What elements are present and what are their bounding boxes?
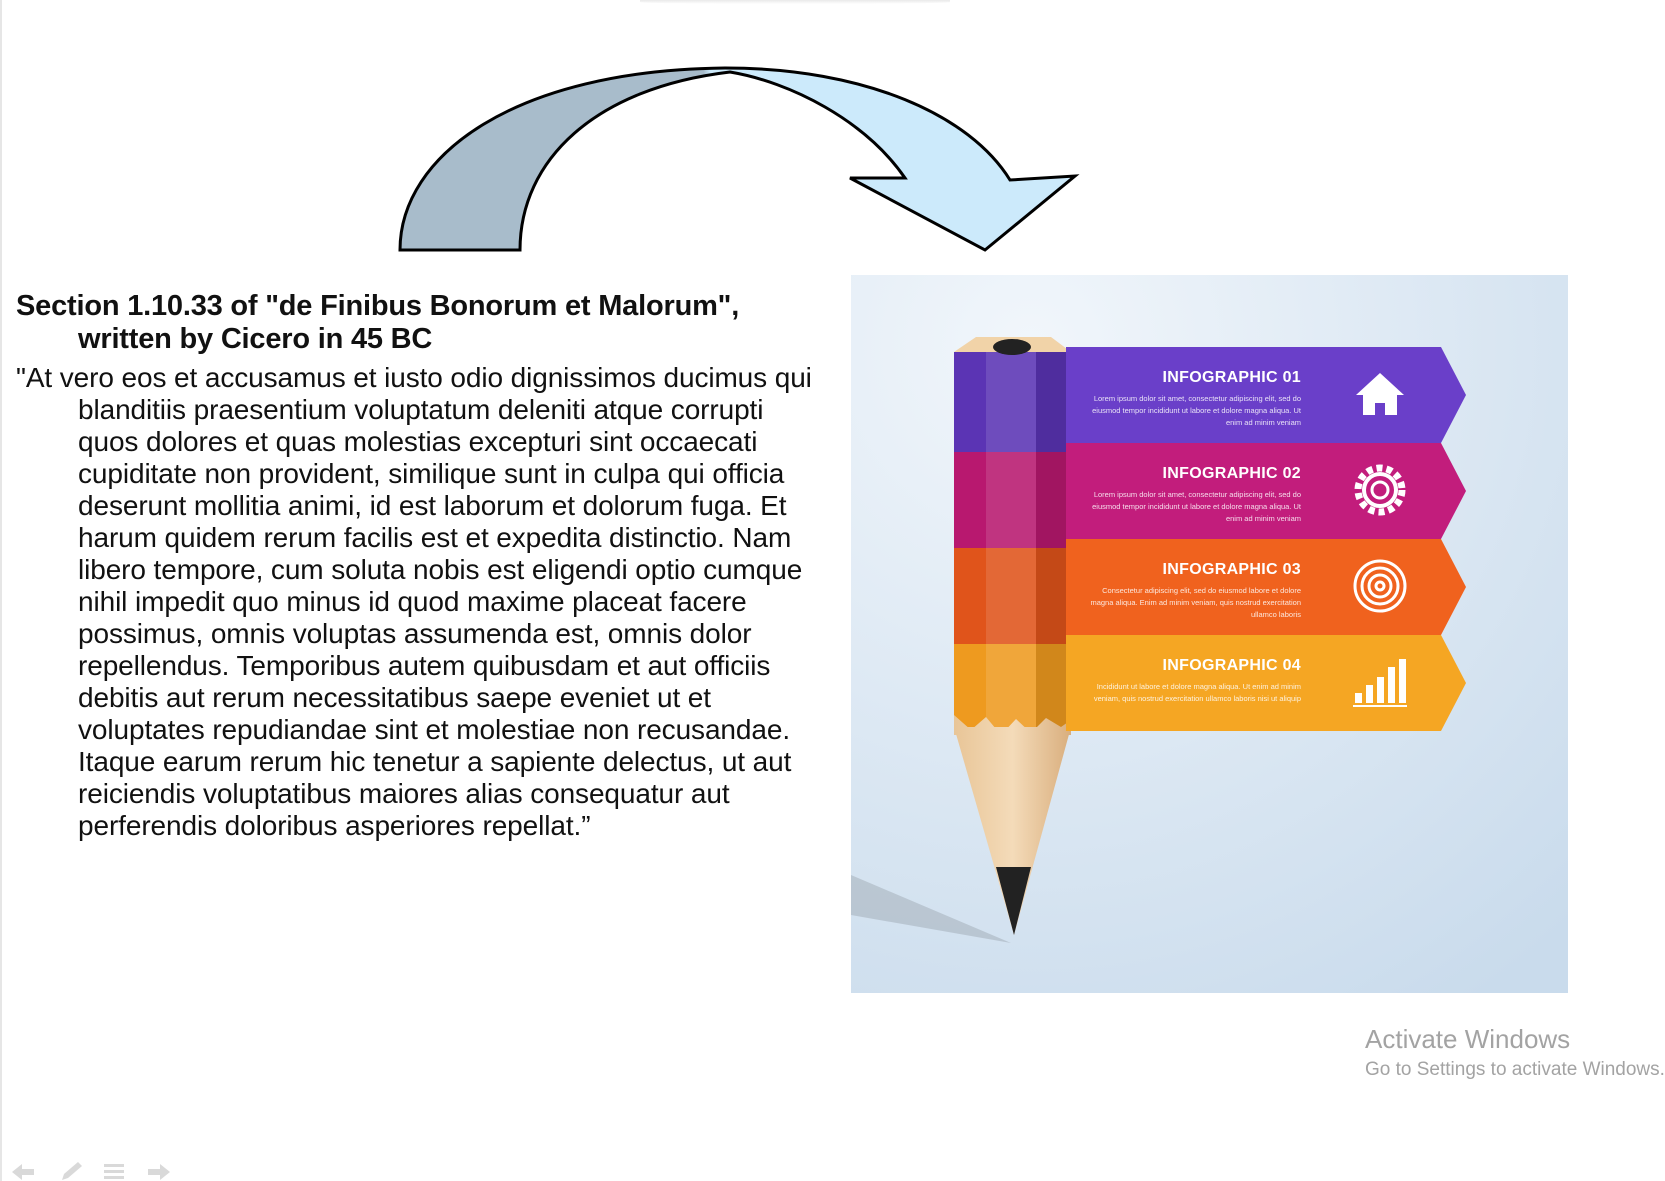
infographic-item-desc: Consectetur adipiscing elit, sed do eiusmod labore et dolore magna aliqua. Enim ad minim veniam, quis nostrud exercitation ullamco laboris: [1090, 586, 1301, 619]
slide-menu-icon[interactable]: [104, 1164, 124, 1179]
infographic-item-title: INFOGRAPHIC 03: [1162, 561, 1301, 578]
bar-chart-icon: [1351, 653, 1409, 711]
target-icon: [1351, 557, 1409, 615]
infographic-item-03: [1071, 539, 1451, 635]
watermark-title: Activate Windows: [1365, 1024, 1571, 1054]
home-icon: [1351, 365, 1409, 423]
infographic-item-title: INFOGRAPHIC 02: [1162, 465, 1301, 482]
quote-paragraph: "At vero eos et accusamus et iusto odio dignissimos ducimus qui blanditiis praesentium voluptatum deleniti atque corrupti quos dolores et quas molestias excepturi sint occaecati cupiditate non provident, similique sunt in culpa qui officia deserunt mollitia animi, id est laborum et dolorum fuga. Et harum quidem rerum facilis est et expedita distinctio. Nam libero tempore, cum soluta nobis est eligendi optio cumque nihil impedit quo minus id quod maxime placeat facere possimus, omnis voluptas assumenda est, omnis dolor repellendus. Temporibus autem quibusdam et aut officiis debitis aut rerum necessitatibus saepe eveniet ut et voluptates repudiandae sint et molestiae non recusandae. Itaque earum rerum hic tenetur a sapiente delectus, ut aut reiciendis voluptatibus maiores alias consequatur aut perferendis doloribus asperiores repellat.”: [16, 362, 812, 841]
gear-icon: [1351, 461, 1409, 519]
slideshow-controls: [8, 1160, 178, 1181]
infographic-item-desc: Lorem ipsum dolor sit amet, consectetur adipiscing elit, sed do eiusmod tempor incididunt ut labore et dolore magna aliqua. Ut enim ad minim veniam: [1092, 394, 1301, 427]
infographic-item-desc: Lorem ipsum dolor sit amet, consectetur adipiscing elit, sed do eiusmod tempor incididunt ut labore et dolore magna aliqua. Ut enim ad minim veniam: [1092, 490, 1301, 523]
section-heading: Section 1.10.33 of "de Finibus Bonorum et Malorum", written by Cicero in 45 BC: [16, 290, 740, 355]
watermark-subtitle: Go to Settings to activate Windows.: [1365, 1059, 1665, 1080]
infographic-item-02: [1071, 443, 1451, 539]
infographic-item-title: INFOGRAPHIC 01: [1162, 369, 1301, 386]
next-slide-icon[interactable]: [148, 1164, 170, 1180]
infographic-item-title: INFOGRAPHIC 04: [1162, 657, 1301, 674]
infographic-item-01: [1071, 347, 1451, 443]
pencil-infographic-image: [851, 275, 1568, 993]
pen-icon[interactable]: [62, 1162, 82, 1180]
previous-slide-icon[interactable]: [12, 1164, 34, 1180]
infographic-item-desc: Incididunt ut labore et dolore magna aliqua. Ut enim ad minim veniam, quis nostrud exercitation ullamco laboris nisi ut aliquip: [1093, 682, 1301, 703]
activate-windows-watermark: [1365, 1023, 1665, 1083]
text-content: [16, 290, 816, 842]
curved-right-arrow-icon: [395, 60, 1105, 255]
slide-top-shadow: [640, 0, 950, 4]
slide-left-edge: [0, 0, 2, 1181]
infographic-item-04: [1071, 635, 1451, 731]
